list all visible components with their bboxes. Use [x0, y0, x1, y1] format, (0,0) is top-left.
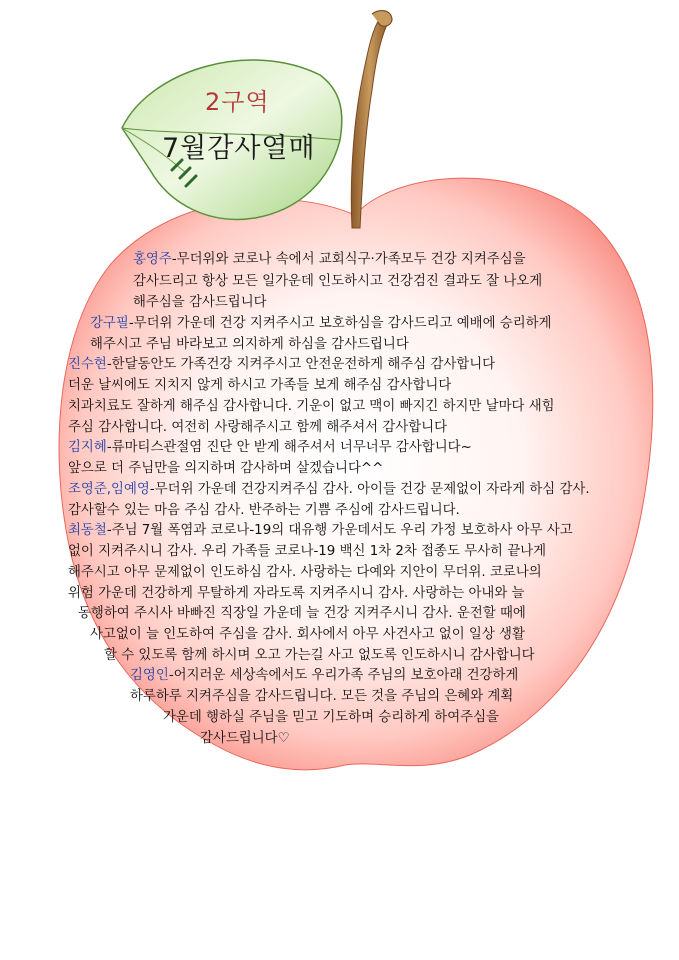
member-name: 조영준,임예영	[68, 482, 150, 497]
entry-line: 김영인-어지러운 세상속에서도 우리가족 주님의 보호아래 건강하게	[130, 668, 519, 683]
entry-line: 해주시고 아무 문제없이 인도하심 감사. 사랑하는 다예와 지안이 무더위. 코로나의	[68, 565, 542, 580]
entry-line: 하루하루 지켜주심을 감사드립니다. 모든 것을 주님의 은혜와 계획	[130, 689, 514, 704]
member-name: 최동철	[68, 523, 107, 538]
entry-line: 해주시고 주님 바라보고 의지하게 하심을 감사드립니다	[90, 337, 409, 352]
member-name: 김영인	[130, 668, 169, 683]
entry-line: 주심 감사합니다. 여전히 사랑해주시고 함께 해주셔서 감사합니다	[68, 420, 448, 435]
member-name: 강구필	[90, 316, 129, 331]
entry-line: 치과치료도 잘하게 해주심 감사합니다. 기운이 없고 맥이 빠지긴 하지만 날마다 새힘	[68, 399, 555, 414]
entry-line: 진수현-한달동안도 가족건강 지켜주시고 안전운전하게 해주심 감사합니다	[68, 357, 496, 372]
entry-line: 없이 지켜주시니 감사. 우리 가족들 코로나-19 백신 1차 2차 접종도 무사히 끝나게	[68, 544, 547, 559]
entry-line: 앞으로 더 주님만을 의지하며 감사하며 살겠습니다^^	[68, 461, 384, 476]
entry-line: 감사드립니다♡	[200, 731, 290, 746]
entry-line: 해주심을 감사드립니다	[133, 295, 267, 310]
entry-line: 더운 날씨에도 지치지 않게 하시고 가족들 보게 해주심 감사합니다	[68, 378, 452, 393]
entry-line: 할 수 있도록 함께 하시며 오고 가는길 사고 없도록 인도하시니 감사합니다	[104, 648, 535, 663]
entry-line: 강구필-무더위 가운데 건강 지켜주시고 보호하심을 감사드리고 예배에 승리하게	[90, 316, 552, 331]
entry-line: 동행하여 주시사 바빠진 직장일 가운데 늘 건강 지켜주시니 감사. 운전할 때에	[78, 606, 526, 621]
entry-line: 김지혜-류마티스관절염 진단 안 받게 해주셔서 너무너무 감사합니다~	[68, 440, 472, 455]
entry-line: 조영준,임예영-무더위 가운데 건강지켜주심 감사. 아이들 건강 문제없이 자라게 하심 감사.	[68, 482, 590, 497]
entry-line: 최동철-주님 7월 폭염과 코로나-19의 대유행 가운데서도 우리 가정 보호하사 아무 사고	[68, 523, 573, 538]
member-name: 진수현	[68, 357, 107, 372]
member-name: 홍영주	[133, 252, 172, 267]
heading-title: 7월감사열매	[162, 133, 316, 164]
district-title: 2구역	[205, 88, 270, 116]
entry-line: 사고없이 늘 인도하여 주심을 감사. 회사에서 아무 사건사고 없이 일상 생활	[90, 627, 525, 642]
entry-line: 홍영주-무더위와 코로나 속에서 교회식구·가족모두 건강 지켜주심을	[133, 252, 526, 267]
entry-line: 가운데 행하실 주님을 믿고 기도하며 승리하게 하여주심을	[163, 710, 499, 725]
entry-line: 감사할수 있는 마음 주심 감사. 반주하는 기쁨 주심에 감사드립니다.	[68, 503, 460, 518]
entry-line: 위험 가운데 건강하게 무탈하게 자라도록 지켜주시니 감사. 사랑하는 아내와 늘	[68, 586, 525, 601]
entry-line: 감사드리고 항상 모든 일가운데 인도하시고 건강검진 결과도 잘 나오게	[133, 274, 543, 289]
member-name: 김지혜	[68, 440, 107, 455]
